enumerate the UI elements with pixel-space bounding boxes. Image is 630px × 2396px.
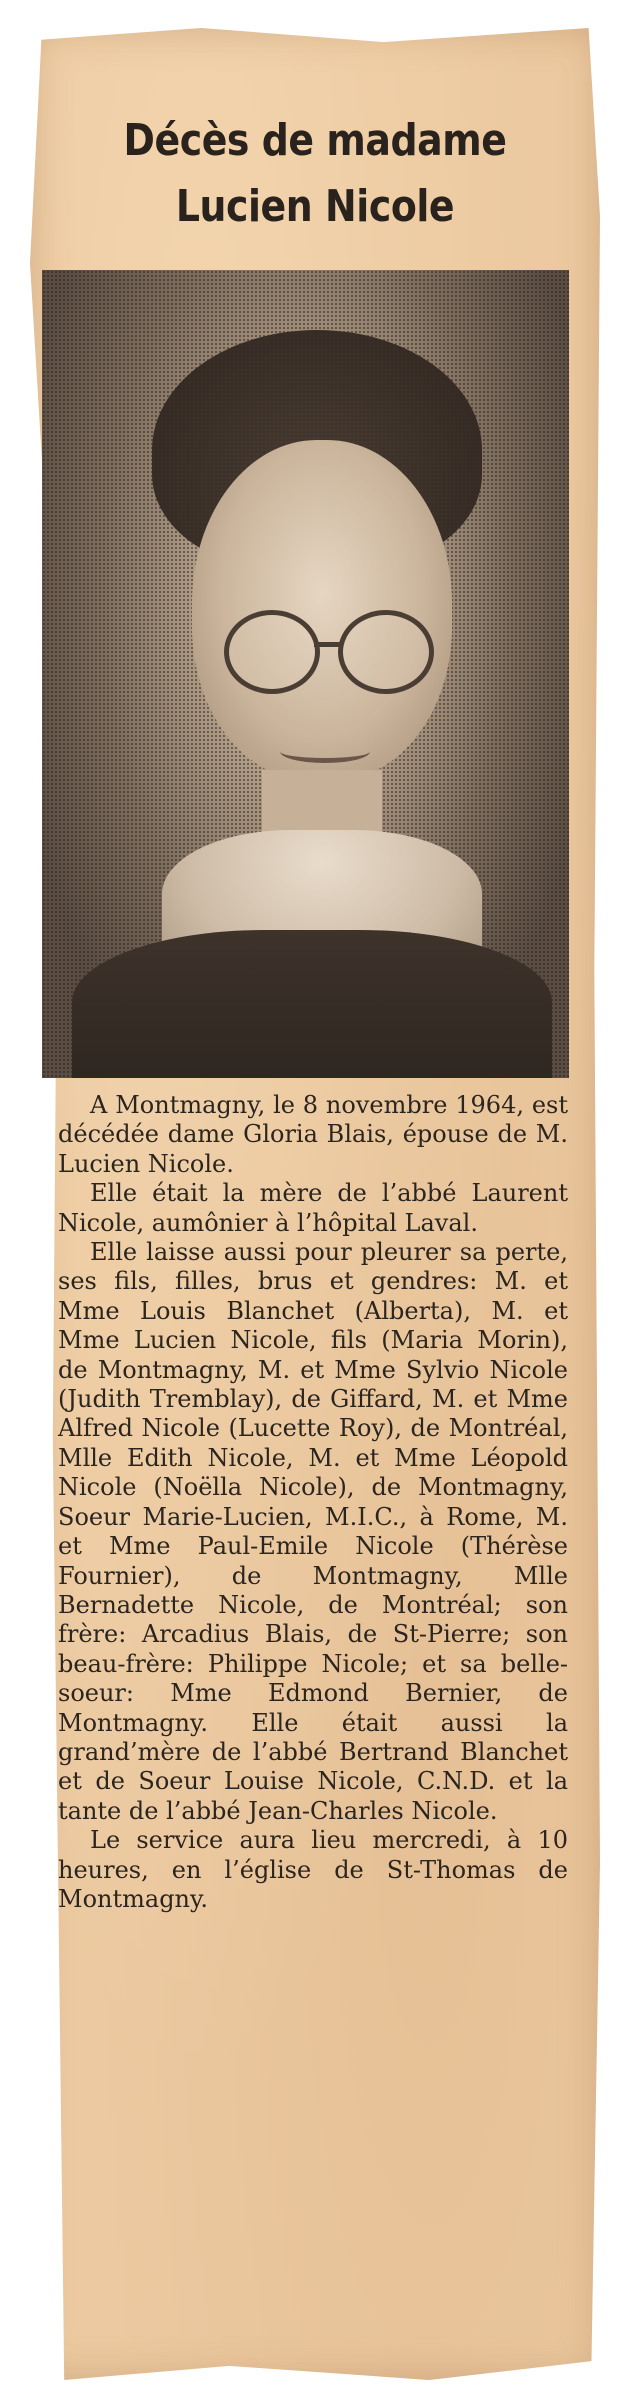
- portrait-photo: [42, 270, 569, 1078]
- paragraph: Elle laisse aussi pour pleurer sa perte, ses fils, filles, brus et gendres: M. et Mme Louis Blanchet (Alberta), M. et Mme Lucien Nicole, fils (Maria Morin), de Montmagny, M. et Mme Sylvio Nicole (Judith Tremblay), de Giffard, M. et Mme Alfred Nicole (Lucette Roy), de Montréal, Mlle Edith Nicole, M. et Mme Léopold Nicole (Noëlla Nicole), de Montmagny, Soeur Marie-Lucien, M.I.C., à Rome, M. et Mme Paul-Emile Nicole (Thérèse Fournier), de Montmagny, Mlle Bernadette Nicole, de Montréal; son frère: Arcadius Blais, de St-Pierre; son beau-frère: Philippe Nicole; et sa belle-soeur: Mme Edmond Bernier, de Montmagny. Elle était aussi la grand’mère de l’abbé Bertrand Blanchet et de Soeur Louise Nicole, C.N.D. et la tante de l’abbé Jean-Charles Nicole.: [58, 1238, 568, 1825]
- headline: [87, 108, 543, 240]
- portrait-dress: [72, 930, 552, 1078]
- portrait-mouth: [280, 740, 370, 763]
- eyeglasses-bridge: [314, 642, 342, 647]
- obituary-text: [58, 1091, 568, 1914]
- paragraph: A Montmagny, le 8 novembre 1964, est décédée dame Gloria Blais, épouse de M. Lucien Nicole.: [58, 1091, 568, 1178]
- paragraph: Le service aura lieu mercredi, à 10 heures, en l’église de St-Thomas de Montmagny.: [58, 1826, 568, 1913]
- headline-line-1: Décès de madame: [123, 115, 507, 166]
- eyeglasses-right-lens: [338, 610, 434, 694]
- eyeglasses-left-lens: [224, 610, 320, 694]
- paragraph: Elle était la mère de l’abbé Laurent Nicole, aumônier à l’hôpital Laval.: [58, 1179, 568, 1237]
- portrait-face: [192, 440, 452, 780]
- headline-line-2: Lucien Nicole: [175, 181, 455, 232]
